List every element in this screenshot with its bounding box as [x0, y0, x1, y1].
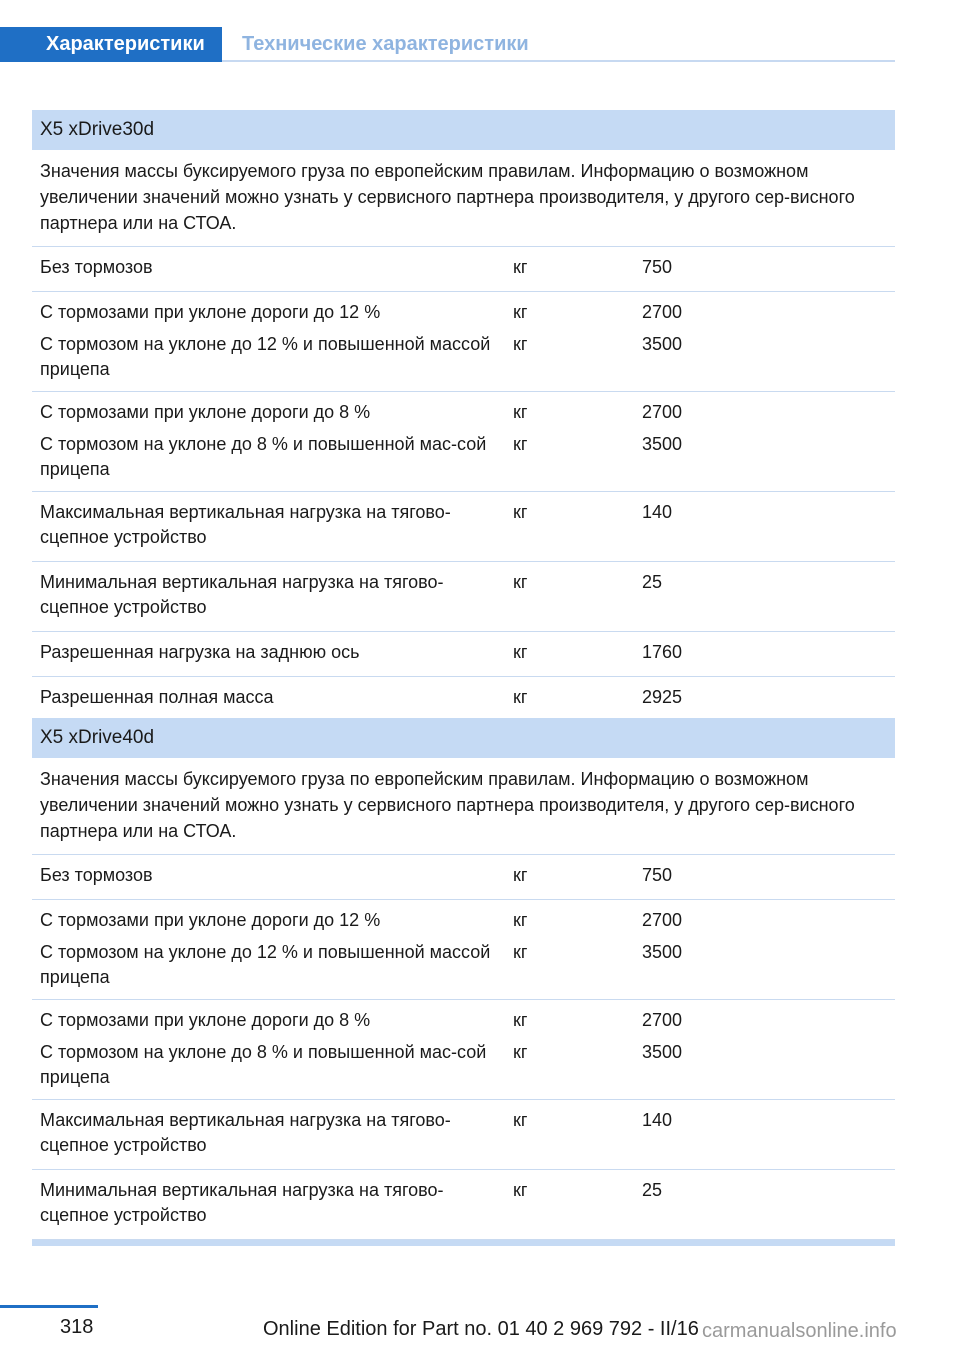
row-label: С тормозом на уклоне до 8 % и повышенной мас‐сой прицепа — [40, 434, 487, 479]
row-label: Минимальная вертикальная нагрузка на тягово‐сцепное устройство — [40, 572, 444, 617]
row-value: 25 — [642, 1180, 663, 1200]
row-line — [32, 863, 672, 888]
row-line — [32, 640, 682, 665]
table-row — [32, 855, 895, 900]
row-unit: кг — [513, 334, 528, 354]
row-value: 140 — [642, 1110, 673, 1130]
row-line — [32, 432, 895, 482]
table-intro: Значения массы буксируемого груза по европейским правилам. Информацию о возможном увеличении значений можно узнать у сервисного партнера производителя, у другого сер‐висного партнера или на СТОА. — [32, 150, 895, 247]
row-unit: кг — [513, 302, 528, 322]
table-row — [32, 632, 895, 677]
row-unit: кг — [513, 572, 528, 592]
row-value: 750 — [642, 257, 673, 277]
row-value: 2700 — [642, 402, 683, 422]
row-line — [32, 570, 662, 620]
table-row — [32, 492, 895, 562]
row-label: Разрешенная полная масса — [40, 687, 274, 707]
row-label: Разрешенная нагрузка на заднюю ось — [40, 642, 360, 662]
row-unit: кг — [513, 642, 528, 662]
table-row — [32, 292, 895, 392]
table-row — [32, 562, 895, 632]
row-value: 2700 — [642, 302, 683, 322]
row-line — [32, 1108, 672, 1158]
table-title: X5 xDrive40d — [32, 718, 895, 758]
section-title: Характеристики — [0, 27, 222, 62]
table-row — [32, 1000, 895, 1100]
page-header — [0, 27, 895, 62]
row-label: С тормозами при уклоне дороги до 8 % — [40, 402, 371, 422]
edition-text: Online Edition for Part no. 01 40 2 969 792 - II/16 — [263, 1318, 699, 1340]
row-value: 2925 — [642, 687, 683, 707]
row-line — [32, 332, 895, 382]
table-title: X5 xDrive30d — [32, 110, 895, 150]
table-row — [32, 1170, 895, 1240]
header-divider — [222, 60, 895, 62]
subsection-title: Технические характеристики — [242, 33, 529, 55]
page-number-rule — [0, 1305, 98, 1308]
table-row — [32, 677, 895, 722]
row-value: 140 — [642, 502, 673, 522]
table-row — [32, 900, 895, 1000]
row-line — [32, 255, 672, 280]
row-line — [32, 300, 895, 325]
row-unit: кг — [513, 1180, 528, 1200]
spec-table — [32, 110, 895, 728]
row-value: 1760 — [642, 642, 683, 662]
row-label: С тормозами при уклоне дороги до 12 % — [40, 910, 381, 930]
row-line — [32, 908, 895, 933]
row-unit: кг — [513, 434, 528, 454]
row-value: 25 — [642, 572, 663, 592]
row-unit: кг — [513, 1010, 528, 1030]
row-value: 2700 — [642, 1010, 683, 1030]
table-bottom-bar — [32, 1240, 895, 1246]
row-label: С тормозом на уклоне до 8 % и повышенной мас‐сой прицепа — [40, 1042, 487, 1087]
row-unit: кг — [513, 1110, 528, 1130]
row-label: Минимальная вертикальная нагрузка на тягово‐сцепное устройство — [40, 1180, 444, 1225]
page-number: 318 — [60, 1316, 94, 1338]
row-label: С тормозом на уклоне до 12 % и повышенной массой прицепа — [40, 334, 491, 379]
row-line — [32, 940, 895, 990]
row-line — [32, 1040, 895, 1090]
row-line — [32, 1008, 895, 1033]
row-unit: кг — [513, 865, 528, 885]
row-label: Без тормозов — [40, 865, 153, 885]
row-value: 750 — [642, 865, 673, 885]
row-value: 3500 — [642, 1042, 683, 1062]
spec-table — [32, 718, 895, 1246]
row-value: 3500 — [642, 334, 683, 354]
row-unit: кг — [513, 910, 528, 930]
table-row — [32, 247, 895, 292]
table-row — [32, 392, 895, 492]
row-value: 3500 — [642, 434, 683, 454]
row-label: С тормозами при уклоне дороги до 8 % — [40, 1010, 371, 1030]
row-line — [32, 400, 895, 425]
row-line — [32, 500, 672, 550]
row-unit: кг — [513, 687, 528, 707]
row-unit: кг — [513, 402, 528, 422]
row-unit: кг — [513, 257, 528, 277]
watermark: carmanualsonline.info — [702, 1320, 897, 1342]
row-value: 3500 — [642, 942, 683, 962]
row-label: С тормозами при уклоне дороги до 12 % — [40, 302, 381, 322]
row-line — [32, 1178, 662, 1228]
row-unit: кг — [513, 942, 528, 962]
row-value: 2700 — [642, 910, 683, 930]
row-label: Без тормозов — [40, 257, 153, 277]
row-label: Максимальная вертикальная нагрузка на тягово‐сцепное устройство — [40, 1110, 451, 1155]
row-label: С тормозом на уклоне до 12 % и повышенной массой прицепа — [40, 942, 491, 987]
row-line — [32, 685, 682, 710]
table-intro: Значения массы буксируемого груза по европейским правилам. Информацию о возможном увеличении значений можно узнать у сервисного партнера производителя, у другого сер‐висного партнера или на СТОА. — [32, 758, 895, 855]
row-unit: кг — [513, 502, 528, 522]
row-unit: кг — [513, 1042, 528, 1062]
table-row — [32, 1100, 895, 1170]
row-label: Максимальная вертикальная нагрузка на тягово‐сцепное устройство — [40, 502, 451, 547]
